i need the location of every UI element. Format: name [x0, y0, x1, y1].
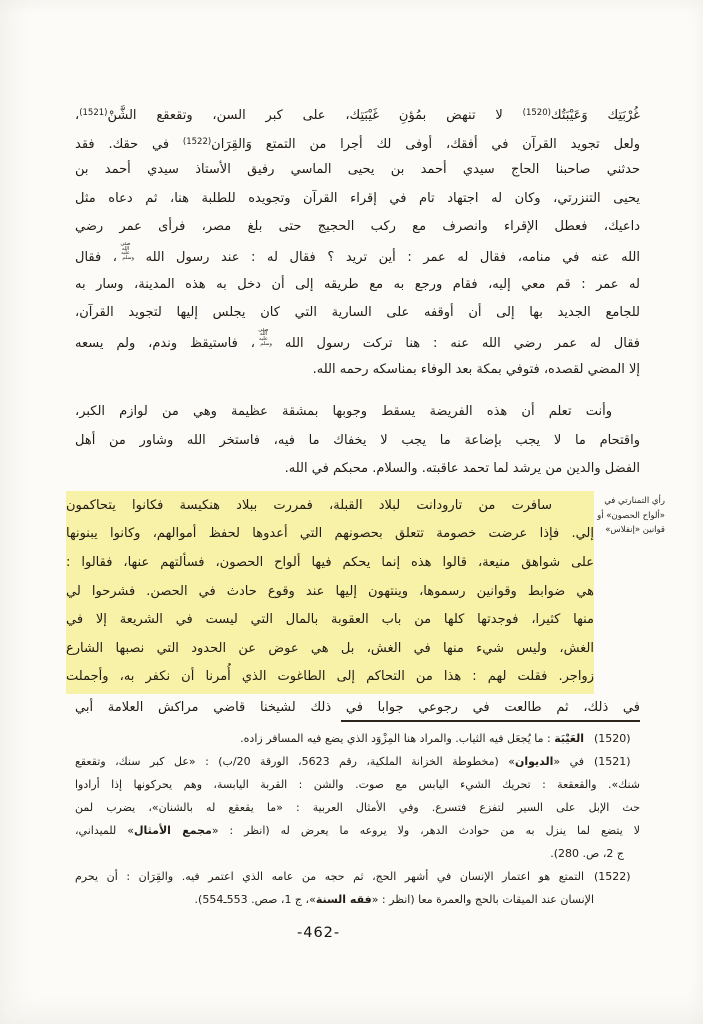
margin-note-line: رأي التمنارتي في — [604, 496, 665, 506]
text-line: يحيى التنزرتي، وكان له اجتهاد تام في إقراء القرآن وتجويده للطلبة هنا، ثم دعاه مثل — [75, 190, 640, 206]
bold-title: مجمع الأمثال — [133, 824, 212, 837]
footnote-text: العَيْبَة : ما يُجعَل فيه الثياب. والمراد هنا المِزْوَد الذي يضع فيه المسافر زاده. — [240, 732, 584, 745]
footnote-line: ج 2، ص. 280). — [550, 847, 624, 860]
footnote-line: حث الإبل على السير لتفزع فتسرع. وفي الأمثال العربية : «ما يقعقع له بالشنان»، يضرب لمن — [75, 801, 640, 814]
bold-title: الديوان — [514, 755, 554, 768]
text-line: الله عنه في منامه، فقال له عمر : أين تريد ؟ فقال له : عند رسول الله صلى الله عليه وسلم، فقال — [75, 241, 640, 265]
footnote-line — [75, 750, 640, 773]
bold-title: العَيْبَة — [554, 732, 584, 745]
margin-note-line: قوانين «إنفلاس» — [605, 525, 665, 535]
text-line: إلي. فإذا عرضت خصومة تتعلق بحصونهم التي أعدوها لحفظ أموالهم، وكانوا يبنونها — [66, 526, 594, 542]
footnote-separator — [341, 720, 640, 722]
text-line: له عمر : قم معي إليه، فقام ورجع به مع طريقه إلى أن دخل به هذه المدينة، وسار به — [75, 276, 640, 292]
text-line: للجامع الجديد بها إلى أن أوقفه على السارية التي كان يجلس إليها لتجويد القرآن، — [75, 305, 640, 321]
pbuh-symbol: صلى الله عليه وسلم — [258, 327, 272, 347]
footnote-line: لا يتضع لما ينزل به من حوادث الدهر، ولا يروعه ما يعرض له (انظر : «مجمع الأمثال» للميداني، — [75, 824, 640, 837]
footnotes-block — [75, 727, 640, 911]
text-line: غُرْبَتِك وَعَيْبَتُك$^{(1520)}$ لا تنهض بمُؤنِ غَيْبَتِك، على كبر السن، وتقعقع الشَّنْ$^{(1521)}$، — [75, 108, 640, 123]
text-line: زواجر. فقلت لهم : هذا من التحاكم إلى الطاغوت الذي أُمرنا أن نكفر به، وأجملت — [66, 669, 594, 685]
footnote-line — [75, 865, 640, 888]
footnote-ref: (1521) — [79, 108, 108, 118]
text-line: ولعل تجويد القرآن في أفقك، أوفى لك أجرا من التمتع وَالقِرَان$^{(1522)}$ في حقك. فقد — [75, 136, 640, 152]
text-line: منها كثيرا، فوجدتها كلها من باب العقوبة بالمال التي ليست في الشريعة إلا في — [66, 612, 594, 628]
text-line: سافرت من تارودانت لبلاد القبلة، فمررت ببلاد هنكيسة فكانوا يتحاكمون — [66, 497, 552, 513]
footnote-number: (1520) — [594, 732, 631, 745]
paragraph — [75, 99, 640, 385]
text-line: داعيك، فعطل الإقراء وانصرف مع ركب الحجيج حتى بلغ مصر، فرأى عمر رضي — [75, 219, 640, 235]
text-line: هي ضوابط وقوانين رسموها، وينتهون إليها عند وقوع حادث في الحصن. فشرحوا لي — [66, 583, 594, 599]
footnote-ref: (1520) — [522, 108, 551, 118]
text-line: إلا المضي لقصده، فتوفي بمكة بعد الوفاء بمناسكه رحمه الله. — [312, 362, 640, 378]
margin-note — [595, 494, 665, 538]
text-line: فقال له عمر رضي الله عنه : هنا تركت رسول الله صلى الله عليه وسلم، فاستيقظ وندم، ولم يسعه — [75, 327, 640, 351]
footnote-number: (1522) — [594, 870, 631, 883]
main-text-column — [66, 99, 640, 722]
text-line: الفضل والدين من يرشد لما تحمد عاقبته. والسلام. محبكم في الله. — [284, 461, 640, 477]
margin-note-line: «ألواح الحصون» أو — [597, 510, 665, 521]
pbuh-symbol: صلى الله عليه وسلم — [120, 241, 134, 261]
footnote-text: التمتع هو اعتمار الإنسان في أشهر الحج، ثم حجه من عامه الذي اعتمر فيه. والقِرَان : أن يحرم — [75, 870, 584, 883]
bold-title: فقه السنة — [315, 893, 372, 906]
text-line: وأنت تعلم أن هذه الفريضة يسقط وجوبها بمشقة عظيمة وهي من لوازم الكبر، — [75, 403, 612, 419]
text-line: في ذلك، ثم طالعت في رجوعي جوابا في ذلك لشيخنا قاضي مراكش العلامة أبي — [75, 699, 640, 715]
text-line: الغش، وليس شيء منها في الغش، بل هي عوض عن الحدود التي نصبها الشارع — [66, 640, 594, 656]
text-line: حدثني صاحبنا الحاج سيدي أحمد بن يحيى الماسي رفيق الأستاذ سيدي أحمد بن — [75, 162, 640, 178]
footnote-ref: (1522) — [182, 136, 212, 147]
text-line: على شواهق منيعة، قالوا هذه إنما يحكم فيها ألواح الحصون، فسألتهم عنها، فقالوا : — [66, 554, 594, 570]
footnote-line: الإنسان عند الميقات بالحج والعمرة معا (انظر : «فقه السنة»، ج 1، صص. 553ـ554). — [194, 893, 594, 906]
footnote-text: في «الديوان» (مخطوطة الخزانة الملكية، رقم 5623، الورقة 20/ب) : «عل كبر سنك، وتقعقع — [75, 755, 585, 768]
paragraph — [75, 398, 640, 484]
paragraph — [75, 694, 640, 723]
footnote-line — [75, 727, 640, 750]
footnote-number: (1521) — [594, 755, 631, 768]
footnote-line: شنك». والقعقعة : تحريك الشيء اليابس مع صوت. والشن : القربة اليابسة، وهم يحركونها إذا أرادوا — [75, 778, 640, 791]
text-line: واقتحام ما لا يجب بإضاعة ما يجب لا يخفاك ما فيه، فاستخر الله وشاور من أهل — [75, 432, 640, 448]
page-number: -462- — [297, 925, 341, 941]
highlighted-passage — [66, 491, 594, 694]
